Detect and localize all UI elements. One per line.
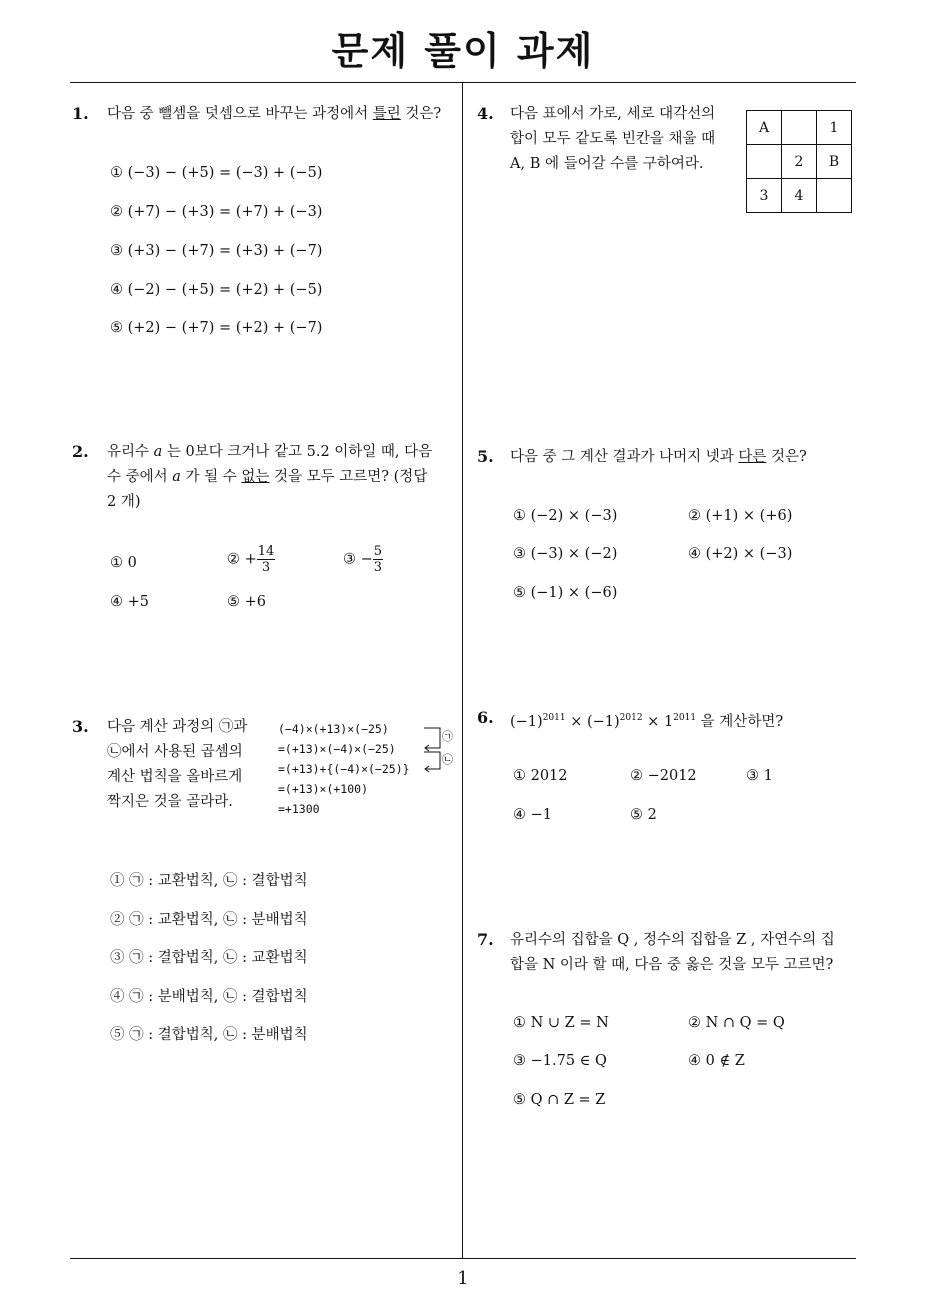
question-number: 6. bbox=[477, 708, 494, 727]
table-cell: 3 bbox=[747, 179, 782, 213]
question-text: 다음 계산 과정의 ㉠과 ㉡에서 사용된 곱셈의 계산 법칙을 올바르게 짝지은 것을 골라라. bbox=[107, 719, 248, 810]
question-number: 4. bbox=[477, 104, 494, 123]
table-cell bbox=[782, 111, 817, 145]
option-4[interactable]: ④ +5 bbox=[110, 594, 149, 610]
fraction: $\frac{5}{3}$ bbox=[373, 544, 383, 575]
option-3[interactable]: ③ −1.75 ∈ Q bbox=[513, 1053, 607, 1069]
table-cell bbox=[747, 145, 782, 179]
page-number: 1 bbox=[457, 1268, 469, 1289]
mark-nieun: ㉡ bbox=[442, 753, 453, 766]
table-cell: 4 bbox=[782, 179, 817, 213]
option-4[interactable]: ④ (−2) − (+5) = (+2) + (−5) bbox=[110, 282, 323, 298]
question-number: 2. bbox=[72, 442, 89, 461]
option-2[interactable]: ② ㉠ : 교환법칙, ㉡ : 분배법칙 bbox=[110, 912, 308, 928]
option-5[interactable]: ⑤ (+2) − (+7) = (+2) + (−7) bbox=[110, 320, 323, 336]
table-row bbox=[747, 179, 852, 213]
option-4[interactable]: ④ (+2) × (−3) bbox=[688, 546, 793, 562]
option-4[interactable]: ④ ㉠ : 분배법칙, ㉡ : 결합법칙 bbox=[110, 989, 308, 1005]
magic-square-table bbox=[746, 110, 852, 213]
fraction: $\frac{14}{3}$ bbox=[257, 544, 275, 575]
table-cell: 1 bbox=[817, 111, 852, 145]
option-2[interactable]: ② −2012 bbox=[630, 768, 697, 784]
question-number: 3. bbox=[72, 717, 89, 736]
table-cell: B bbox=[817, 145, 852, 179]
table-cell: A bbox=[747, 111, 782, 145]
option-2[interactable]: ② + $\frac{14}{3}$ bbox=[227, 544, 275, 575]
option-1[interactable]: ① (−2) × (−3) bbox=[513, 508, 618, 524]
question-number: 5. bbox=[477, 447, 494, 466]
bottom-rule bbox=[70, 1258, 856, 1259]
option-3[interactable]: ③ − $\frac{5}{3}$ bbox=[343, 544, 383, 575]
calculation-box: (−4)×(+13)×(−25) =(+13)×(−4)×(−25) =(+13)+{(−4)×(−25)} =(+13)×(+100) =+1300 bbox=[278, 722, 410, 816]
option-3[interactable]: ③ (−3) × (−2) bbox=[513, 546, 618, 562]
option-1[interactable]: ① 0 bbox=[110, 555, 137, 571]
option-1[interactable]: ① (−3) − (+5) = (−3) + (−5) bbox=[110, 165, 323, 181]
option-5[interactable]: ⑤ +6 bbox=[227, 594, 266, 610]
option-5[interactable]: ⑤ 2 bbox=[630, 807, 657, 823]
mark-giyeok: ㉠ bbox=[442, 730, 453, 743]
question-text: 다음 표에서 가로, 세로 대각선의 합이 모두 같도록 빈칸을 채울 때 A, B 에 들어갈 수를 구하여라. bbox=[510, 106, 716, 172]
question-text: 다음 중 그 계산 결과가 나머지 넷과 다른 것은? bbox=[510, 449, 807, 465]
table-row bbox=[747, 111, 852, 145]
question-text: 유리수 a 는 0보다 크거나 같고 5.2 이하일 때, 다음 수 중에서 a 가 될 수 없는 것을 모두 고르면? (정답 2 개) bbox=[107, 444, 433, 510]
option-4[interactable]: ④ −1 bbox=[513, 807, 552, 823]
table-cell: 2 bbox=[782, 145, 817, 179]
option-2[interactable]: ② N ∩ Q = Q bbox=[688, 1015, 785, 1031]
question-text: $(-1)^{2011} \times (-1)^{2012} \times 1^{2011}$ 을 계산하면? bbox=[510, 713, 784, 730]
question-text: 유리수의 집합을 Q , 정수의 집합을 Z , 자연수의 집 합을 N 이라 할 때, 다음 중 옳은 것을 모두 고르면? bbox=[510, 932, 835, 973]
option-3[interactable]: ③ ㉠ : 결합법칙, ㉡ : 교환법칙 bbox=[110, 950, 308, 966]
option-5[interactable]: ⑤ (−1) × (−6) bbox=[513, 585, 618, 601]
question-number: 1. bbox=[72, 104, 89, 123]
option-5[interactable]: ⑤ ㉠ : 결합법칙, ㉡ : 분배법칙 bbox=[110, 1027, 308, 1043]
option-1[interactable]: ① N ∪ Z = N bbox=[513, 1015, 609, 1031]
page-title: 문제 풀이 과제 bbox=[331, 29, 595, 73]
question-text: 다음 중 뺄셈을 덧셈으로 바꾸는 과정에서 틀린 것은? bbox=[107, 106, 442, 122]
option-4[interactable]: ④ 0 ∉ Z bbox=[688, 1053, 745, 1069]
table-row bbox=[747, 145, 852, 179]
option-3[interactable]: ③ 1 bbox=[746, 768, 773, 784]
option-1[interactable]: ① 2012 bbox=[513, 768, 568, 784]
option-2[interactable]: ② (+7) − (+3) = (+7) + (−3) bbox=[110, 204, 323, 220]
option-5[interactable]: ⑤ Q ∩ Z = Z bbox=[513, 1092, 606, 1108]
option-2[interactable]: ② (+1) × (+6) bbox=[688, 508, 793, 524]
column-divider bbox=[462, 83, 463, 1259]
option-3[interactable]: ③ (+3) − (+7) = (+3) + (−7) bbox=[110, 243, 323, 259]
option-1[interactable]: ① ㉠ : 교환법칙, ㉡ : 결합법칙 bbox=[110, 873, 308, 889]
table-cell bbox=[817, 179, 852, 213]
top-rule bbox=[70, 82, 856, 83]
question-number: 7. bbox=[477, 930, 494, 949]
